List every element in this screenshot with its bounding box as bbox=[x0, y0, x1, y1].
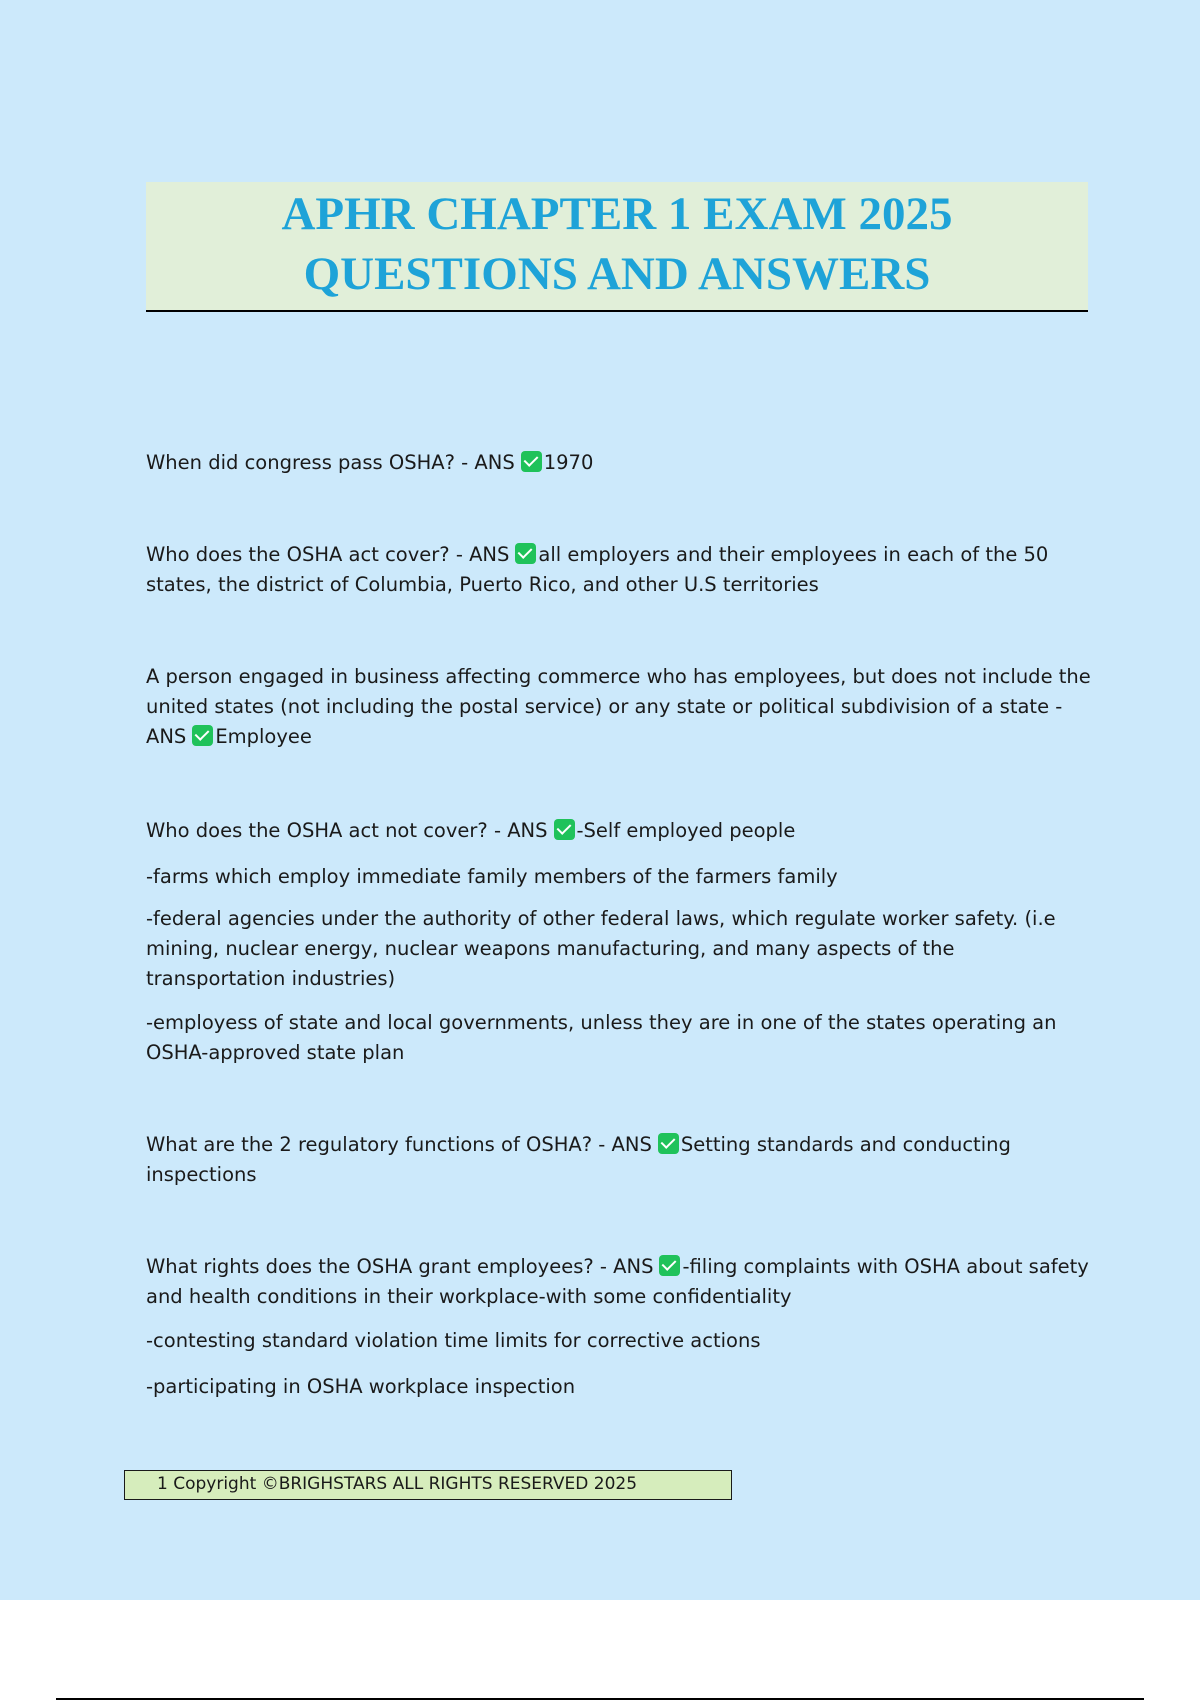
qa-item bbox=[146, 816, 1096, 846]
question-text: Who does the OSHA act not cover? - ANS bbox=[146, 819, 548, 842]
qa-item bbox=[146, 448, 1096, 478]
question-text: What rights does the OSHA grant employees? - ANS bbox=[146, 1255, 654, 1278]
copyright-footer: 1 Copyright ©BRIGHSTARS ALL RIGHTS RESERVED 2025 bbox=[124, 1470, 732, 1500]
title-line-2: QUESTIONS AND ANSWERS bbox=[303, 248, 931, 300]
answer-text: -Self employed people bbox=[576, 819, 796, 842]
question-text: When did congress pass OSHA? - ANS bbox=[146, 451, 515, 474]
check-mark-icon bbox=[659, 1255, 680, 1276]
check-mark-icon bbox=[515, 543, 536, 564]
title-banner bbox=[146, 182, 1088, 312]
answer-text: all employers and their employees in each of the 50 states, the district of Columbia, Puerto Rico, and other U.S territories bbox=[146, 543, 1049, 596]
question-text: What are the 2 regulatory functions of OSHA? - ANS bbox=[146, 1133, 652, 1156]
check-mark-icon bbox=[658, 1133, 679, 1154]
answer-text: Setting standards and conducting inspections bbox=[146, 1133, 1011, 1186]
qa-item bbox=[146, 662, 1096, 752]
answer-continuation: -participating in OSHA workplace inspection bbox=[146, 1375, 576, 1398]
qa-item bbox=[146, 540, 1096, 600]
question-text: A person engaged in business affecting commerce who has employees, but does not include the united states (not including the postal service) or any state or political subdivision of a state - ANS bbox=[146, 665, 1091, 748]
answer-text: 1970 bbox=[543, 451, 594, 474]
answer-text: -filing complaints with OSHA about safety and health conditions in their workplace-with some confidentiality bbox=[146, 1255, 1089, 1308]
title-line-1: APHR CHAPTER 1 EXAM 2025 bbox=[281, 188, 953, 240]
qa-item bbox=[146, 1252, 1096, 1312]
qa-content bbox=[146, 448, 1096, 1402]
check-mark-icon bbox=[554, 819, 575, 840]
answer-continuation: -employess of state and local governments, unless they are in one of the states operating an OSHA-approved state plan bbox=[146, 1011, 1057, 1064]
check-mark-icon bbox=[192, 725, 213, 746]
question-text: Who does the OSHA act cover? - ANS bbox=[146, 543, 510, 566]
qa-item bbox=[146, 1130, 1096, 1190]
answer-continuation: -federal agencies under the authority of other federal laws, which regulate worker safety. (i.e mining, nuclear energy, nuclear weapons manufacturing, and many aspects of the transportation industries) bbox=[146, 907, 1056, 990]
answer-continuation: -farms which employ immediate family members of the farmers family bbox=[146, 865, 838, 888]
answer-text: Employee bbox=[215, 725, 312, 748]
check-mark-icon bbox=[521, 451, 542, 472]
answer-continuation: -contesting standard violation time limits for corrective actions bbox=[146, 1329, 761, 1352]
